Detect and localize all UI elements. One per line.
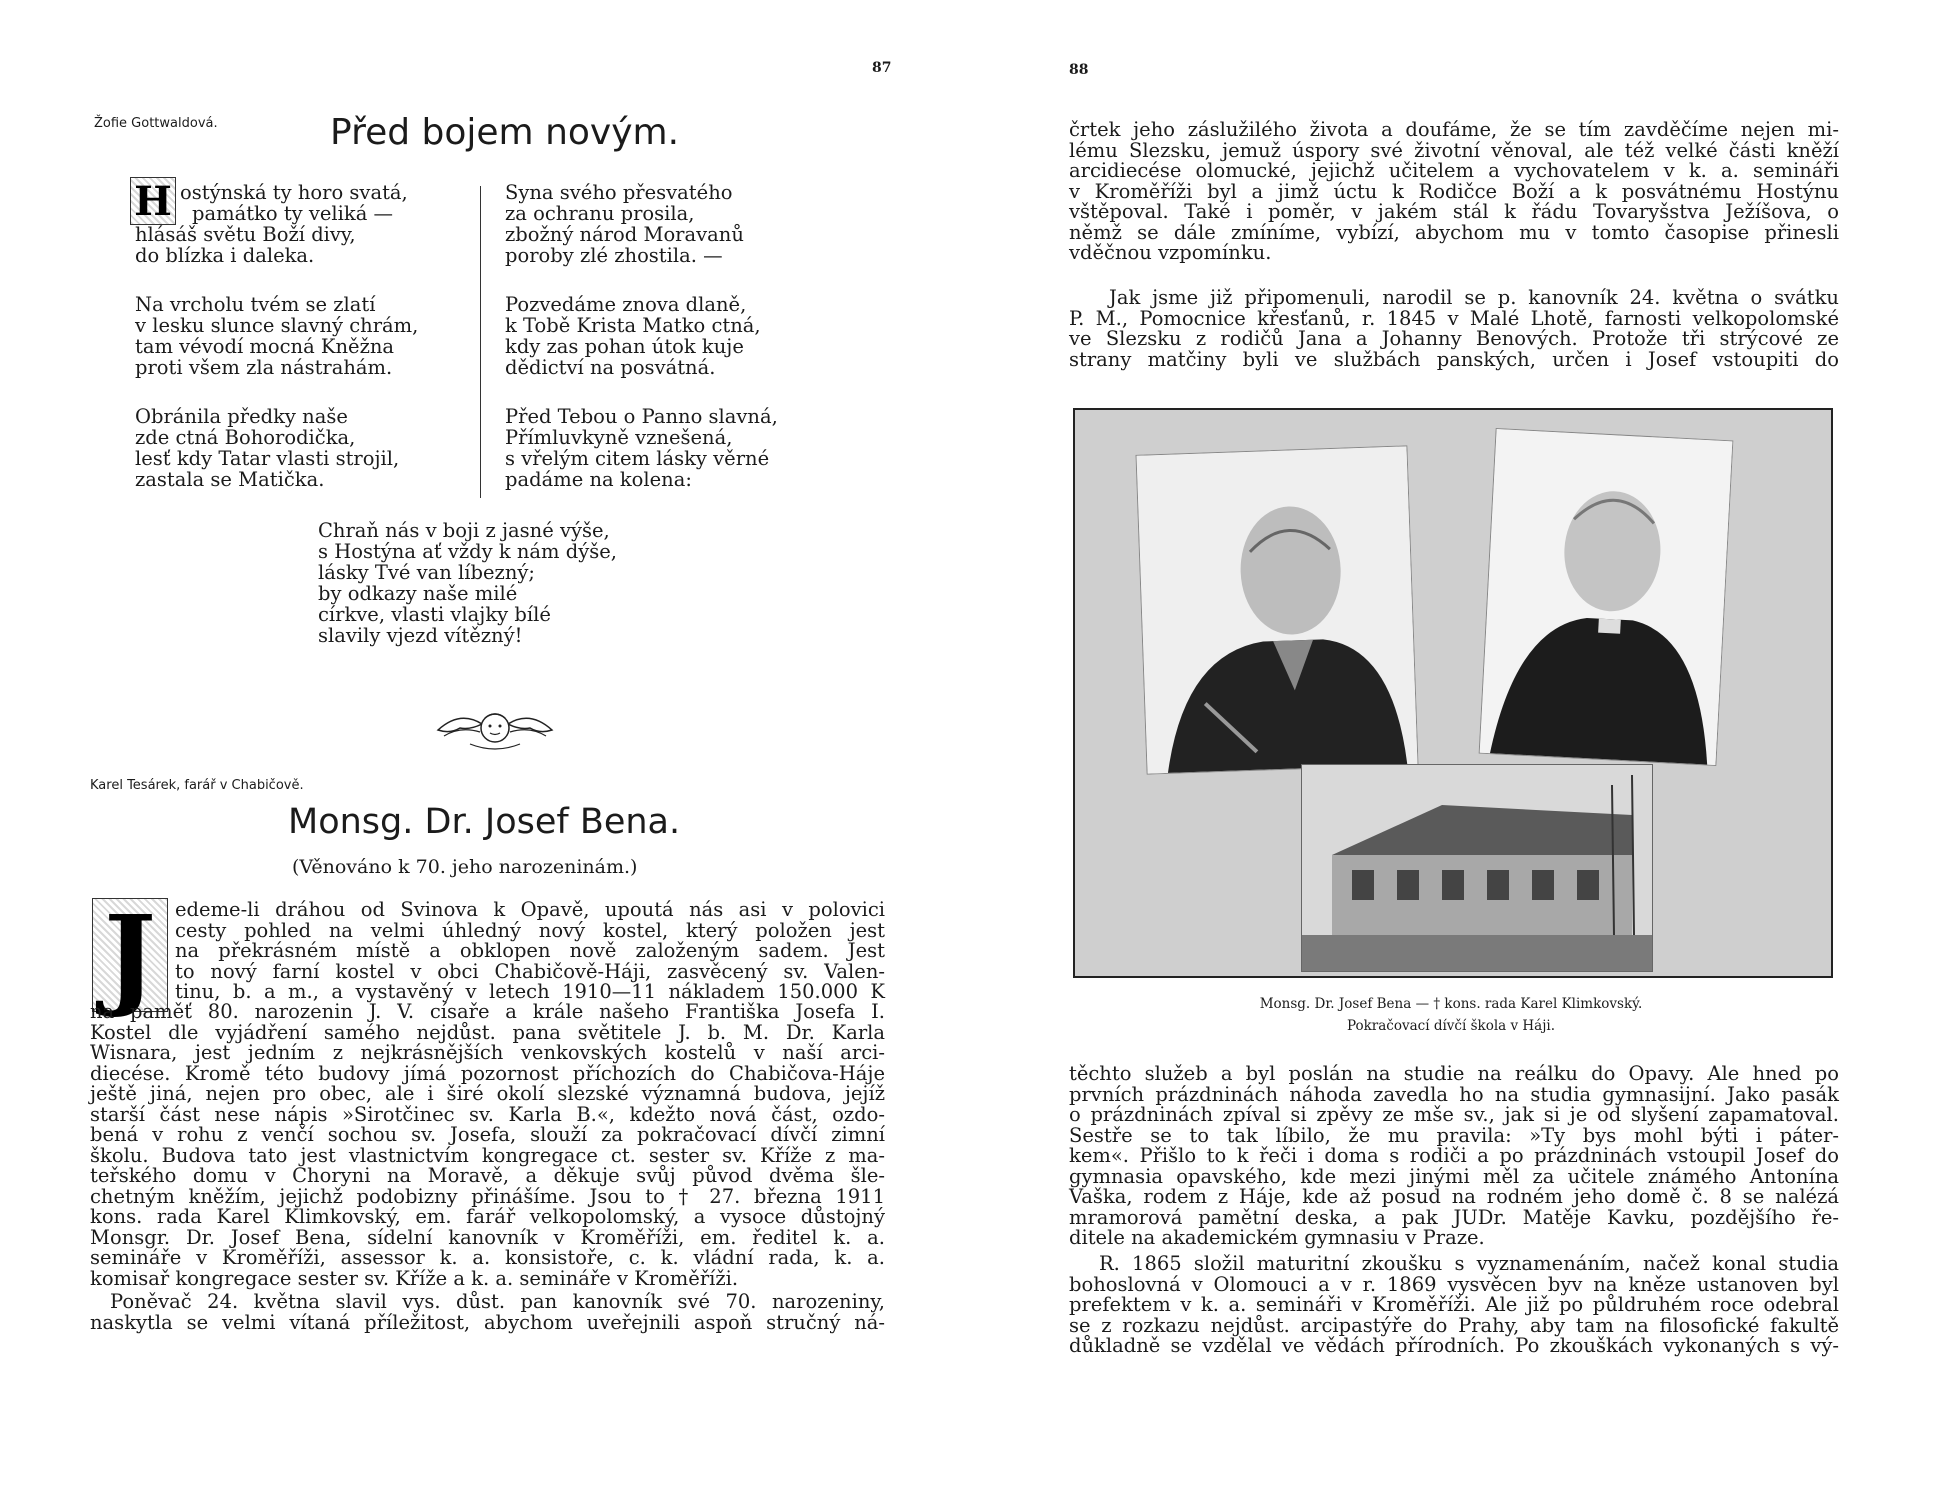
text-line: bená v rohu z venčí sochou sv. Josefa, slouží za pokračovací dívčí zimní: [90, 1123, 885, 1146]
cherub-ornament-icon: [430, 700, 560, 756]
poem-line: zastala se Matička.: [135, 468, 325, 491]
poem-stanza-2: [135, 294, 418, 378]
poem-line: Chraň nás v boji z jasné výše,: [318, 519, 610, 542]
text-line: strany matčiny byli ve službách panských, určen i Josef vstoupiti do: [1069, 347, 1839, 371]
poem-stanza-5: [505, 294, 761, 378]
text-line: diecése. Kromě této budovy jímá pozornost příchozích do Chabičova-Háje: [90, 1061, 885, 1085]
article-title: Monsg. Dr. Josef Bena.: [288, 802, 681, 842]
poem-line: kdy zas pohan útok kuje: [505, 335, 744, 358]
text-line: o prázdninách zpíval si zpěvy ze mše sv., jak si je od slyšení zapamatoval.: [1069, 1103, 1839, 1126]
text-line: starší část nese nápis »Sirotčinec sv. Karla B.«, kdežto nová část, ozdo-: [90, 1102, 885, 1126]
article-subtitle: (Věnováno k 70. jeho narozeninám.): [292, 856, 638, 878]
poem-line: ostýnská ty horo svatá,: [180, 181, 408, 204]
poem-line: s Hostýna ať vždy k nám dýše,: [318, 540, 617, 563]
poem-stanza-7: [318, 520, 617, 646]
poem-line: dědictví na posvátná.: [505, 356, 716, 379]
poem-line: v lesku slunce slavný chrám,: [135, 314, 419, 337]
text-line: prvních prázdninách náhoda zavedla ho na studia gymnasijní. Jako pasák: [1069, 1082, 1839, 1106]
text-line: Sestře se to tak líbilo, že mu pravila: »Ty bys mohl býti i páter-: [1069, 1123, 1839, 1147]
text-line: ve Slezsku z rodičů Jana a Johanny Benových. Protože tři strýcové ze: [1069, 327, 1839, 350]
column-divider: [480, 186, 481, 498]
poem-line: Obránila předky naše: [135, 405, 348, 428]
poem-line: Syna svého přesvatého: [505, 181, 733, 204]
poem-line: Před Tebou o Panno slavná,: [505, 405, 778, 428]
text-line: kem«. Přišlo to k řeči i doma s rodiči a po prázdninách vstoupil Josef do: [1069, 1144, 1839, 1167]
text-line: bohoslovná v Olomouci a v r. 1869 vysvěcen byv na kněze ustanoven byl: [1069, 1272, 1839, 1296]
school-building-image: [1301, 764, 1653, 972]
text-line: vštěpoval. Také i poměr, v jakém stál k řádu Tovaryšstva Ježíšova, o: [1069, 200, 1839, 223]
poem-line: proti všem zla nástrahám.: [135, 356, 393, 379]
text-line: edeme-li dráhou od Svinova k Opavě, upoutá nás asi v polovici: [175, 898, 885, 921]
article-dropcap-lines: [175, 900, 885, 1003]
text-line: školu. Budova tato jest vlastnictvím kongregace ct. sester sv. Kříže z ma-: [90, 1143, 885, 1167]
poem-line: lesť kdy Tatar vlasti strojil,: [135, 447, 400, 470]
text-line: gymnasia opavského, kde mezi jinými měl za učitele známého Antonína: [1069, 1164, 1839, 1188]
poem-stanza-6: [505, 406, 778, 490]
text-line: na překrásném místě a obklopen nově založeným sadem. Jest: [175, 939, 885, 962]
text-line: naskytla se velmi vítaná příležitost, abychom uveřejnili aspoň stručný ná-: [90, 1310, 885, 1334]
poem-line: do blízka i daleka.: [135, 244, 315, 267]
text-line: v Kroměříži byl a jimž úctu k Rodičce Boží a k posvátnému Hostýnu: [1069, 179, 1839, 203]
poem-line: Přímluvkyně vznešená,: [505, 426, 733, 449]
photo-plate: [1073, 408, 1833, 978]
top-paragraph-lines: [1069, 120, 1839, 264]
text-line: Kostel dle vyjádření samého nejdůst. pana světitele J. b. M. Dr. Karla: [90, 1020, 885, 1044]
photo-caption-line1: Monsg. Dr. Josef Bena — † kons. rada Karel Klimkovský.: [1259, 996, 1643, 1012]
poem-stanza-1-head: [180, 182, 408, 224]
page-number: 88: [1069, 62, 1089, 78]
poem-drop-cap: H: [130, 177, 176, 225]
poem-line: slavily vjezd vítězný!: [318, 624, 523, 647]
text-line: R. 1865 složil maturitní zkoušku s vyznamenáním, načež konal studia: [1099, 1252, 1839, 1275]
article-drop-cap: J: [92, 898, 168, 1012]
poem-stanza-1-tail: [135, 224, 356, 266]
poem-author: Žofie Gottwaldová.: [94, 116, 218, 131]
text-line: Monsgr. Dr. Josef Bena, sídelní kanovník v Kroměříži, em. ředitel k. a.: [90, 1225, 885, 1249]
poem-line: k Tobě Krista Matko ctná,: [505, 314, 761, 337]
text-line: Wisnara, jest jedním z nejkrásnějších venkovských kostelů v naší arci-: [90, 1041, 885, 1064]
fourth-paragraph-lines: [1069, 1254, 1839, 1357]
poem-line: by odkazy naše milé: [318, 582, 518, 605]
portrait-bena-image: [1135, 445, 1418, 774]
text-line: němž se dále zmíníme, vybízí, abychom mu v tomto časopise přinesli: [1069, 220, 1839, 244]
poem-line: padáme na kolena:: [505, 468, 692, 491]
text-line: na paměť 80. narozenin J. V. císaře a krále našeho Františka Josefa I.: [90, 1000, 885, 1023]
poem-line: Pozvedáme znova dlaně,: [505, 293, 747, 316]
text-line: ditele na akademickém gymnasiu v Praze.: [1069, 1226, 1485, 1249]
third-paragraph-lines: [1069, 1064, 1839, 1249]
photo-caption-line2: Pokračovací dívčí škola v Háji.: [1346, 1018, 1556, 1034]
poem-line: hlásáš světu Boží divy,: [135, 223, 356, 246]
text-line: Poněvač 24. května slavil vys. důst. pan kanovník své 70. narozeniny,: [110, 1290, 885, 1313]
poem-line: s vřelým citem lásky věrné: [505, 447, 770, 470]
text-line: prefektem v k. a. semináři v Kroměříži. Ale již po půldruhém roce odebral: [1069, 1293, 1839, 1316]
text-line: arcidiecése olomucké, jejichž učitelem a vychovatelem v k. a. semináři: [1069, 159, 1839, 182]
poem-title: Před bojem novým.: [330, 112, 680, 153]
text-line: to nový farní kostel v obci Chabičově-Háji, zasvěcený sv. Valen-: [175, 959, 885, 983]
text-line: komisař kongregace sester sv. Kříže a k. a. semináře v Kroměříži.: [90, 1266, 739, 1290]
poem-line: tam vévodí mocná Kněžna: [135, 335, 395, 358]
text-line: P. M., Pomocnice křesťanů, r. 1845 v Malé Lhotě, farnosti velkopolomské: [1069, 306, 1839, 330]
article-para2-lines: [90, 1292, 885, 1333]
second-paragraph-lines: [1069, 288, 1839, 370]
text-line: se z rozkazu nejdůst. arcipastýře do Prahy, aby tam na filosofické fakultě: [1069, 1313, 1839, 1337]
poem-line: památko ty veliká —: [192, 202, 394, 225]
article-body-lines: [90, 1002, 885, 1289]
poem-line: lásky Tvé van líbezný;: [318, 561, 535, 584]
poem-line: zde ctná Bohorodička,: [135, 426, 356, 449]
poem-line: za ochranu prosila,: [505, 202, 695, 225]
poem-line: zbožný národ Moravanů: [505, 223, 744, 246]
text-line: teřského domu v Choryni na Moravě, a děkuje svůj původ dvěma šle-: [90, 1164, 885, 1187]
poem-stanza-3: [135, 406, 399, 490]
text-line: těchto služeb a byl poslán na studie na reálku do Opavy. Ale hned po: [1069, 1062, 1839, 1085]
poem-line: církve, vlasti vlajky bílé: [318, 603, 551, 626]
page-number: 87: [872, 60, 892, 76]
text-line: lému Slezsku, jemuž úspory své životní věnoval, ale též velké části kněží: [1069, 138, 1839, 162]
article-author: Karel Tesárek, farář v Chabičově.: [90, 778, 304, 793]
portrait-klimkovsky-image: [1479, 428, 1734, 766]
text-line: ještě jiná, nejen pro obec, ale i širé okolí slezské významná budova, jejíž: [90, 1082, 885, 1105]
text-line: semináře v Kroměříži, assessor k. a. konsistoře, c. k. vládní rada, k. a.: [90, 1246, 885, 1269]
text-line: Vaška, rodem z Háje, kde až posud na rodném jeho domě č. 8 se nalézá: [1069, 1185, 1839, 1208]
right-page: [973, 0, 1946, 1500]
text-line: vděčnou vzpomínku.: [1069, 241, 1272, 264]
text-line: Jak jsme již připomenuli, narodil se p. kanovník 24. května o svátku: [1109, 286, 1839, 309]
text-line: tinu, b. a m., a vystavěný v letech 1910—11 nákladem 150.000 K: [175, 980, 885, 1003]
text-line: důkladně se vzdělal ve vědách přírodních. Po zkouškách vykonaných s vý-: [1069, 1334, 1839, 1357]
text-line: cesty pohled na velmi úhledný nový kostel, který položen jest: [175, 918, 885, 942]
text-line: črtek jeho záslužilého života a doufáme, že se tím zavděčíme nejen mi-: [1069, 118, 1839, 141]
text-line: mramorová pamětní deska, a pak JUDr. Matěje Kavku, pozdějšího ře-: [1069, 1205, 1839, 1229]
text-line: chetným kněžím, jejichž podobizny přinášíme. Jsou to † 27. března 1911: [90, 1184, 885, 1208]
poem-line: Na vrcholu tvém se zlatí: [135, 293, 376, 316]
poem-line: poroby zlé zhostila. —: [505, 244, 723, 267]
text-line: kons. rada Karel Klimkovský, em. farář velkopolomský, a vysoce důstojný: [90, 1205, 885, 1228]
poem-stanza-4: [505, 182, 744, 266]
